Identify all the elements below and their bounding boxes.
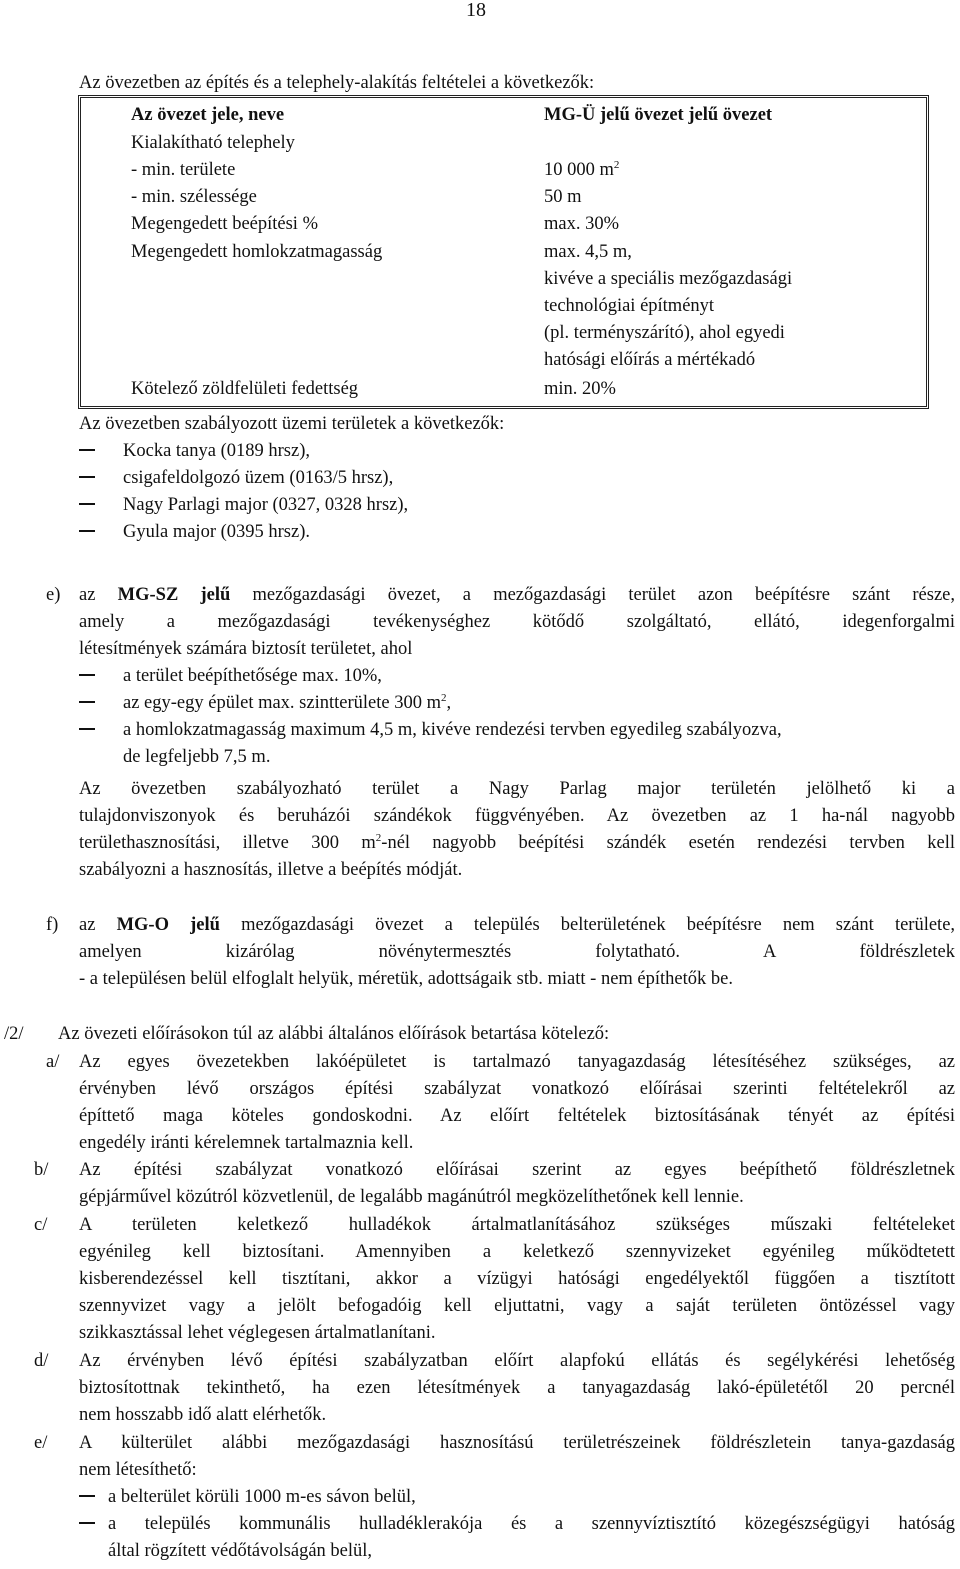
- section-2-label: /2/: [4, 1024, 24, 1044]
- page-number: 18: [466, 0, 486, 21]
- table-header-left: Az övezet jele, neve: [131, 105, 285, 125]
- item-d-label: d/: [34, 1351, 49, 1371]
- section-2-title: Az övezeti előírásokon túl az alábbi általános előírások betartása kötelező:: [58, 1024, 610, 1044]
- item-d: Az érvényben lévő építési szabályzatban előírt alapfokú ellátás és segélykérési lehetőség biztosítottnak tekinthető, ha ezen létesítmények a tanyagazdaság lakó-épületétől 20 percnél nem hosszabb idő alatt elérhetők.: [79, 1351, 955, 1425]
- list-item: Gyula major (0395 hrsz).: [79, 519, 95, 546]
- item-b: Az építési szabályzat vonatkozó előírásai szerint az egyes beépíthető földrészletnek gépjárművel közútról közvetlenül, de legalább magánútról megközelíthetőnek kell lennie.: [79, 1160, 955, 1207]
- uzemi-list: [79, 438, 579, 550]
- item-b-label: b/: [34, 1160, 49, 1180]
- zoning-table: [78, 95, 929, 409]
- intro-text: Az övezetben az építés és a telephely-alakítás feltételei a következők:: [79, 73, 595, 93]
- list-item-cont: által rögzített védőtávolságán belül,: [108, 1541, 373, 1561]
- item-e: A külterület alábbi mezőgazdasági hasznosítású területrészeinek földrészletein tanya-gazdaság nem létesíthető:: [79, 1433, 955, 1480]
- list-item: a belterület körüli 1000 m-es sávon belül,: [79, 1484, 95, 1511]
- list-item-cont: de legfeljebb 7,5 m.: [123, 747, 271, 767]
- item-a: Az egyes övezetekben lakóépületet is tartalmazó tanyagazdaság létesítéséhez szükséges, az érvényben lévő országos építési szabályzat vonatkozó előírásai szerinti feltételekről az építtető maga köteles gondoskodni. Az előírt feltételek biztosításának tényét az építési engedély iránti kérelemnek tartalmaznia kell.: [79, 1052, 955, 1153]
- table-homlokzat: Megengedett homlokzatmagasság: [131, 242, 383, 262]
- list-item: Nagy Parlagi major (0327, 0328 hrsz),: [79, 492, 95, 519]
- table-min-terulete-value: 10 000 $m^2$: [544, 158, 620, 180]
- list-item: a település kommunális hulladéklerakója és a szennyvíztisztító közegészségügyi hatóság: [79, 1511, 955, 1538]
- table-zold-value: min. 20%: [544, 379, 616, 399]
- list-item: az egy-egy épület max. szintterülete 300 $m^2$,: [79, 690, 95, 717]
- section-e-bullets: [79, 663, 955, 773]
- table-homlokzat-value: max. 4,5 m, kivéve a speciális mezőgazdasági technológiai építményt (pl. terményszárító), ahol egyedi hatósági előírás a mértékadó: [544, 242, 793, 370]
- item-e-label: e/: [34, 1433, 48, 1453]
- section-e: az MG-SZ jelű mezőgazdasági övezet, a mezőgazdasági terület azon beépítésre szánt része, amely a mezőgazdasági tevékenységhez kötődő szolgáltató, ellátó, idegenforgalmi létesítmények számára biztosít területet, ahol: [79, 582, 955, 663]
- table-min-szelessege: - min. szélessége: [131, 187, 257, 207]
- table-min-terulete: - min. területe: [131, 160, 236, 180]
- section-f-label: f): [46, 915, 59, 935]
- table-min-szelessege-value: 50 m: [544, 187, 582, 207]
- list-item: csigafeldolgozó üzem (0163/5 hrsz),: [79, 465, 95, 492]
- list-item: Kocka tanya (0189 hrsz),: [79, 438, 95, 465]
- item-c: A területen keletkező hulladékok ártalmatlanításához szükséges műszaki feltételeket egyénileg kell biztosítani. Amennyiben a keletkező szennyvizeket egyénileg működtetett kisberendezéssel kell tisztítani, akkor a vízügyi hatósági engedélyektől függően a tisztított szennyvizet vagy a jelölt befogadóig kell eljuttatni, vagy a saját területen öntözéssel vagy szikkasztással lehet véglegesen ártalmatlanítani.: [79, 1215, 955, 1343]
- section-f: az MG-O jelű mezőgazdasági övezet a település belterületének beépítésre nem szánt területe, amelyen kizárólag növénytermesztés folytatható. A földrészletek - a településen belül elfoglalt helyük, méretük, adottságaik stb. miatt - nem építhetők be.: [79, 915, 956, 989]
- section-e-label: e): [46, 585, 61, 605]
- table-beepitesi: Megengedett beépítési %: [131, 214, 318, 234]
- item-a-label: a/: [46, 1052, 60, 1072]
- table-zold: Kötelező zöldfelületi fedettség: [131, 379, 359, 399]
- section-e-line1: az MG-SZ jelű mezőgazdasági övezet, a mezőgazdasági terület azon beépítésre szánt része,: [79, 585, 955, 605]
- item-e-bullets: [79, 1484, 955, 1566]
- list-item: a homlokzatmagasság maximum 4,5 m, kivéve rendezési tervben egyedileg szabályozva,: [79, 717, 95, 744]
- list-item: a terület beépíthetősége max. 10%,: [79, 663, 95, 690]
- section-e-paragraph: Az övezetben szabályozható terület a Nagy Parlag major területén jelölhető ki a tulajdonviszonyok és beruházói szándékok függvényében. Az övezetben az 1 ha-nál nagyobb területhasznosítási, illetve 300 $m^2$-nél nagyobb beépítési szándék esetén rendezési tervben kell szabályozni a hasznosítás, illetve a beépítés módját.: [79, 779, 955, 880]
- table-beepitesi-value: max. 30%: [544, 214, 620, 234]
- table-telephely: Kialakítható telephely: [131, 133, 295, 153]
- item-c-label: c/: [34, 1215, 48, 1235]
- table-header-right: MG-Ü jelű övezet jelű övezet: [544, 105, 773, 125]
- uzemi-title: Az övezetben szabályozott üzemi területek a következők:: [79, 414, 505, 434]
